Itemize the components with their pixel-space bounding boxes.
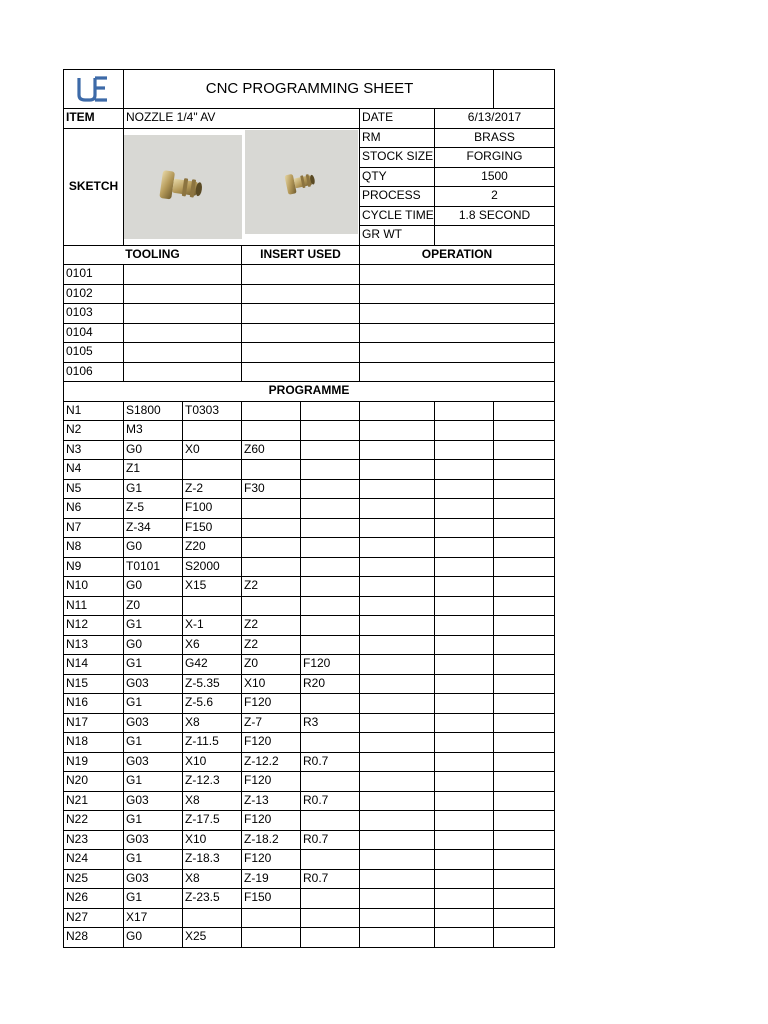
- code-cell: Z2: [244, 578, 259, 592]
- block-number: N24: [66, 851, 89, 865]
- code-cell: [301, 771, 359, 791]
- code-cell: [301, 908, 359, 928]
- code-cell: [301, 635, 359, 655]
- code-cell: G03: [126, 870, 149, 885]
- code-cell: G0: [126, 929, 143, 943]
- grid-line: [241, 401, 242, 948]
- code-cell: F120: [244, 812, 272, 826]
- field-value-qty: 1500: [481, 168, 508, 183]
- code-cell: [183, 908, 241, 928]
- code-cell: Z-7: [244, 714, 262, 729]
- code-cell: Z-12.2: [244, 753, 279, 768]
- item-label: ITEM: [66, 110, 95, 124]
- code-cell: [301, 518, 359, 538]
- code-cell: G03: [126, 675, 149, 690]
- code-cell: [301, 537, 359, 557]
- code-cell: F150: [185, 519, 213, 534]
- code-cell: G1: [126, 890, 143, 904]
- code-cell: G42: [185, 656, 208, 670]
- code-cell: Z-11.5: [185, 734, 219, 748]
- block-number: N12: [66, 617, 89, 631]
- code-cell: [301, 732, 359, 752]
- grid-line: [359, 401, 360, 948]
- block-number: N4: [66, 461, 82, 475]
- code-cell: [183, 596, 241, 616]
- code-cell: [301, 576, 359, 596]
- code-cell: Z-13: [244, 792, 269, 807]
- grid-line: [300, 401, 301, 948]
- code-cell: X0: [185, 441, 200, 456]
- block-number: N7: [66, 519, 82, 534]
- field-value-stock-size: FORGING: [466, 149, 523, 163]
- block-number: N1: [66, 402, 82, 417]
- block-number: N18: [66, 734, 89, 748]
- code-cell: [301, 498, 359, 518]
- field-label-qty: QTY: [362, 168, 387, 183]
- field-value-date: 6/13/2017: [467, 110, 522, 124]
- block-number: N25: [66, 870, 89, 885]
- code-cell: [242, 459, 300, 479]
- code-cell: [301, 927, 359, 947]
- code-cell: G1: [126, 480, 143, 495]
- block-number: N6: [66, 500, 82, 514]
- block-number: N28: [66, 929, 89, 943]
- field-label-gr-wt: GR WT: [362, 227, 402, 241]
- code-cell: X15: [185, 578, 207, 592]
- code-cell: Z-5.35: [185, 675, 220, 690]
- code-cell: [301, 401, 359, 421]
- code-cell: R0.7: [303, 792, 329, 807]
- code-cell: G03: [126, 792, 149, 807]
- field-label-rm: RM: [362, 129, 381, 144]
- tool-number: 0105: [66, 344, 93, 358]
- code-cell: G03: [126, 831, 149, 846]
- tool-number: 0103: [66, 305, 93, 319]
- grid-line: [63, 342, 555, 343]
- brass-nozzle-photo-angle: [245, 130, 358, 234]
- block-number: N8: [66, 539, 82, 553]
- field-label-process: PROCESS: [362, 188, 421, 202]
- code-cell: R20: [303, 675, 326, 690]
- code-cell: Z0: [126, 597, 141, 612]
- code-cell: G0: [126, 441, 143, 456]
- block-number: N10: [66, 578, 89, 592]
- cnc-programming-sheet: [63, 69, 554, 948]
- grid-line: [63, 264, 555, 265]
- code-cell: S1800: [126, 402, 161, 417]
- grid-line: [63, 947, 555, 948]
- grid-line: [493, 401, 494, 948]
- code-cell: X10: [185, 753, 207, 768]
- code-cell: X8: [185, 792, 200, 807]
- code-cell: [242, 498, 300, 518]
- code-cell: [301, 810, 359, 830]
- code-cell: G1: [126, 734, 143, 748]
- code-cell: Z-34: [126, 519, 151, 534]
- code-cell: Z0: [244, 656, 259, 670]
- item-value: NOZZLE 1/4" AV: [126, 110, 216, 124]
- code-cell: X8: [185, 714, 200, 729]
- code-cell: S2000: [185, 558, 220, 573]
- code-cell: Z-12.3: [185, 773, 220, 787]
- code-cell: R3: [303, 714, 319, 729]
- code-cell: F120: [244, 773, 272, 787]
- code-cell: Z1: [126, 461, 141, 475]
- code-cell: T0101: [126, 558, 161, 573]
- grid-line: [63, 303, 555, 304]
- code-cell: G1: [126, 695, 143, 709]
- code-cell: Z-19: [244, 870, 269, 885]
- grid-line: [359, 245, 360, 383]
- code-cell: X6: [185, 636, 200, 651]
- code-cell: F120: [303, 656, 331, 670]
- code-cell: Z-5: [126, 500, 144, 514]
- tool-number: 0106: [66, 363, 93, 378]
- page-title: CNC PROGRAMMING SHEET: [205, 80, 414, 97]
- programme-header: PROGRAMME: [268, 383, 350, 397]
- code-cell: [242, 401, 300, 421]
- block-number: N13: [66, 636, 89, 651]
- code-cell: [301, 693, 359, 713]
- code-cell: F150: [244, 890, 272, 904]
- tooling-header: TOOLING: [125, 246, 180, 261]
- code-cell: R0.7: [303, 831, 329, 846]
- code-cell: [301, 888, 359, 908]
- code-cell: X25: [185, 929, 207, 943]
- code-cell: F120: [244, 734, 272, 748]
- block-number: N15: [66, 675, 89, 690]
- code-cell: [242, 908, 300, 928]
- code-cell: Z-18.3: [185, 851, 220, 865]
- field-value-rm: BRASS: [474, 129, 515, 144]
- code-cell: [242, 596, 300, 616]
- code-cell: X-1: [185, 617, 204, 631]
- code-cell: [242, 927, 300, 947]
- code-cell: [301, 615, 359, 635]
- grid-line: [63, 362, 555, 363]
- grid-line: [63, 323, 555, 324]
- tool-number: 0101: [66, 266, 93, 280]
- grid-line: [493, 69, 494, 109]
- field-label-cycle-time: CYCLE TIME: [362, 207, 434, 222]
- code-cell: [301, 479, 359, 499]
- block-number: N5: [66, 480, 82, 495]
- code-cell: T0303: [185, 402, 220, 417]
- block-number: N23: [66, 831, 89, 846]
- code-cell: Z20: [185, 539, 206, 553]
- code-cell: F120: [244, 695, 272, 709]
- code-cell: [301, 420, 359, 440]
- code-cell: [301, 849, 359, 869]
- code-cell: [301, 596, 359, 616]
- company-logo: [75, 75, 111, 103]
- code-cell: [242, 420, 300, 440]
- code-cell: Z-2: [185, 480, 203, 495]
- code-cell: [242, 518, 300, 538]
- block-number: N22: [66, 812, 89, 826]
- block-number: N21: [66, 792, 89, 807]
- code-cell: G0: [126, 539, 143, 553]
- code-cell: [301, 440, 359, 460]
- grid-line: [123, 401, 124, 948]
- tool-number: 0104: [66, 324, 93, 339]
- grid-line: [554, 69, 555, 948]
- field-label-stock-size: STOCK SIZE: [362, 149, 434, 163]
- field-label-date: DATE: [362, 110, 394, 124]
- block-number: N11: [66, 597, 88, 612]
- grid-line: [63, 284, 555, 285]
- code-cell: G0: [126, 578, 143, 592]
- block-number: N26: [66, 890, 89, 904]
- code-cell: X8: [185, 870, 200, 885]
- code-cell: [301, 557, 359, 577]
- code-cell: R0.7: [303, 753, 329, 768]
- field-value-gr-wt: [435, 225, 554, 245]
- block-number: N19: [66, 753, 89, 768]
- code-cell: F100: [185, 500, 213, 514]
- block-number: N2: [66, 422, 82, 436]
- tool-number: 0102: [66, 285, 93, 300]
- code-cell: [183, 420, 241, 440]
- code-cell: X17: [126, 909, 148, 924]
- sketch-label: SKETCH: [68, 178, 119, 193]
- code-cell: X10: [244, 675, 266, 690]
- code-cell: G0: [126, 636, 143, 651]
- block-number: N20: [66, 773, 89, 787]
- field-value-cycle-time: 1.8 SECOND: [458, 207, 531, 222]
- brass-nozzle-photo-side: [124, 135, 242, 239]
- block-number: N17: [66, 714, 89, 729]
- code-cell: G1: [126, 812, 143, 826]
- block-number: N3: [66, 441, 82, 456]
- operation-header: OPERATION: [421, 246, 493, 261]
- code-cell: M3: [126, 422, 143, 436]
- grid-line: [123, 264, 124, 382]
- grid-line: [434, 401, 435, 948]
- field-value-process: 2: [491, 188, 498, 202]
- code-cell: Z-23.5: [185, 890, 220, 904]
- insert-used-header: INSERT USED: [260, 246, 341, 261]
- code-cell: [242, 537, 300, 557]
- code-cell: G03: [126, 753, 149, 768]
- code-cell: Z2: [244, 617, 259, 631]
- code-cell: Z-18.2: [244, 831, 279, 846]
- code-cell: F30: [244, 480, 265, 495]
- code-cell: X10: [185, 831, 207, 846]
- code-cell: [183, 459, 241, 479]
- code-cell: [301, 459, 359, 479]
- code-cell: Z2: [244, 636, 259, 651]
- block-number: N27: [66, 909, 89, 924]
- grid-line: [182, 401, 183, 948]
- code-cell: Z60: [244, 441, 265, 456]
- block-number: N9: [66, 558, 82, 573]
- code-cell: G1: [126, 773, 143, 787]
- block-number: N16: [66, 695, 89, 709]
- block-number: N14: [66, 656, 89, 670]
- code-cell: Z-5.6: [185, 695, 214, 709]
- code-cell: Z-17.5: [185, 812, 220, 826]
- code-cell: [242, 557, 300, 577]
- code-cell: R0.7: [303, 870, 329, 885]
- code-cell: G1: [126, 656, 143, 670]
- code-cell: G1: [126, 617, 143, 631]
- grid-line: [241, 245, 242, 383]
- code-cell: G03: [126, 714, 149, 729]
- code-cell: G1: [126, 851, 143, 865]
- code-cell: F120: [244, 851, 272, 865]
